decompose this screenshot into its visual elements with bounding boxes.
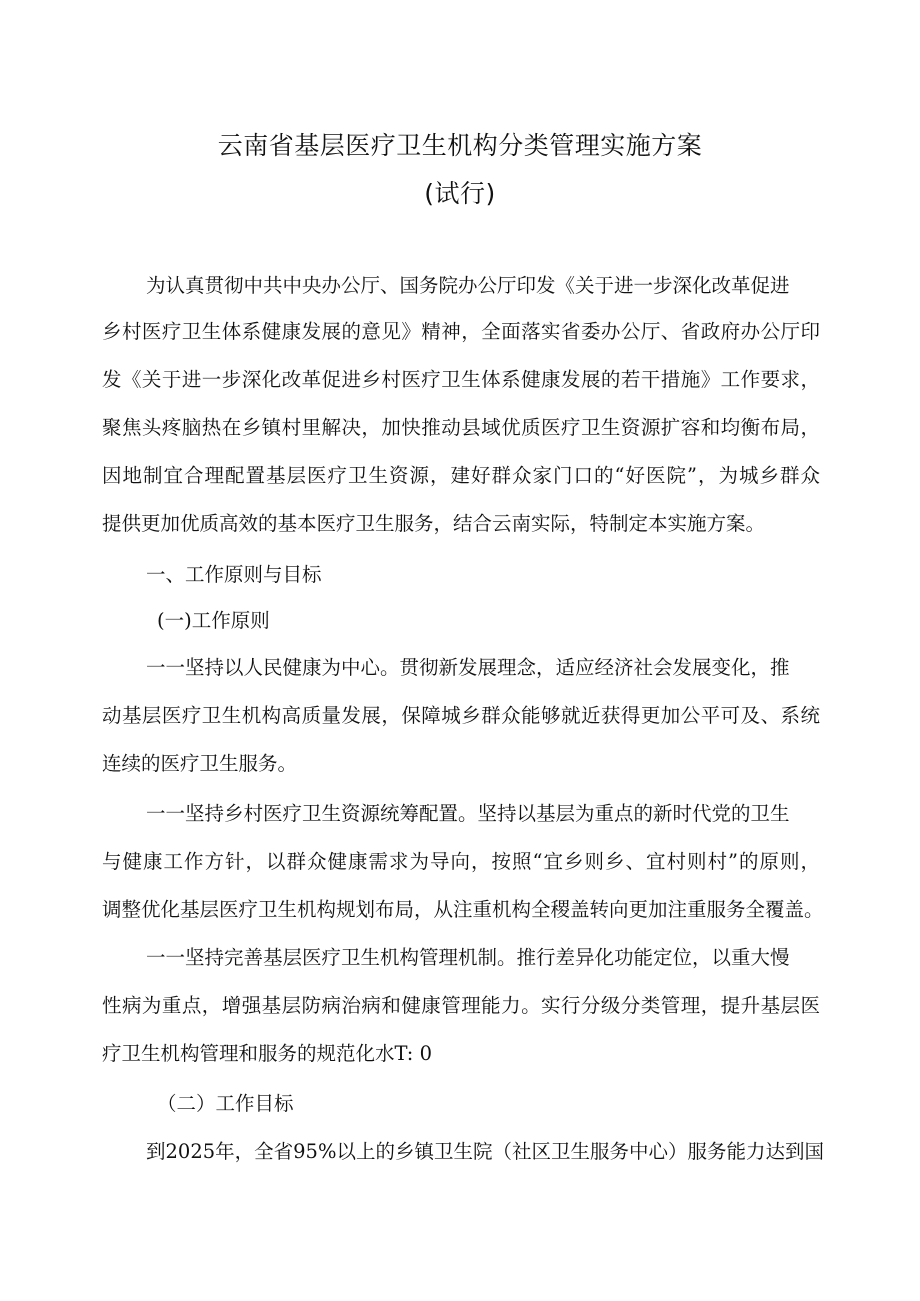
text-line: 乡村医疗卫生体系健康发展的意见》精神，全面落实省委办公厅、省政府办公厅印 bbox=[102, 320, 820, 343]
subsection-heading: （二）工作目标 bbox=[157, 1092, 294, 1115]
text-line: 为认真贯彻中共中央办公厅、国务院办公厅印发《关于进一步深化改革促进 bbox=[146, 274, 790, 297]
subsection-heading: (一)工作原则 bbox=[157, 609, 270, 632]
text-line: 动基层医疗卫生机构高质量发展，保障城乡群众能够就近获得更加公平可及、系统 bbox=[102, 704, 820, 727]
document-subtitle: (试行) bbox=[424, 179, 496, 208]
section-heading: 一、工作原则与目标 bbox=[146, 563, 322, 586]
document-title: 云南省基层医疗卫生机构分类管理实施方案 bbox=[217, 131, 703, 160]
text-line: 一一坚持乡村医疗卫生资源统筹配置。坚持以基层为重点的新时代党的卫生 bbox=[146, 802, 790, 825]
text-line: 提供更加优质高效的基本医疗卫生服务，结合云南实际，特制定本实施方案。 bbox=[102, 512, 766, 535]
text-line: 性病为重点，增强基层防病治病和健康管理能力。实行分级分类管理，提升基层医 bbox=[102, 994, 820, 1017]
text-line: 到2025年，全省95%以上的乡镇卫生院（社区卫生服务中心）服务能力达到国 bbox=[146, 1140, 824, 1163]
text-line: 发《关于进一步深化改革促进乡村医疗卫生体系健康发展的若干措施》工作要求， bbox=[102, 368, 820, 391]
text-line: 一一坚持以人民健康为中心。贯彻新发展理念，适应经济社会发展变化，推 bbox=[146, 656, 790, 679]
text-line: 调整优化基层医疗卫生机构规划布局，从注重机构全稷盖转向更加注重服务全覆盖。 bbox=[102, 898, 824, 921]
text-line: 聚焦头疼脑热在乡镇村里解决，加快推动县域优质医疗卫生资源扩容和均衡布局， bbox=[102, 416, 820, 439]
text-line: 因地制宜合理配置基层医疗卫生资源，建好群众家门口的“好医院”，为城乡群众 bbox=[102, 464, 820, 487]
text-line: 连续的医疗卫生服务。 bbox=[102, 752, 298, 775]
text-line: 一一坚持完善基层医疗卫生机构管理机制。推行差异化功能定位，以重大慢 bbox=[146, 946, 790, 969]
text-line: 疗卫生机构管理和服务的规范化水T: 0 bbox=[102, 1042, 432, 1065]
text-line: 与健康工作方针，以群众健康需求为导向，按照“宜乡则乡、宜村则村”的原则， bbox=[102, 850, 820, 873]
